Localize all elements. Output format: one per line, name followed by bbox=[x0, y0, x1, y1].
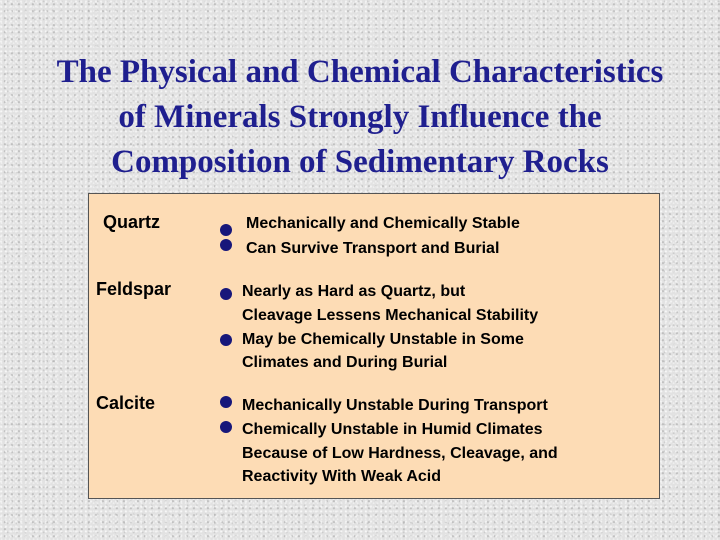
bullet-icon bbox=[220, 396, 232, 408]
calcite-property-line: Mechanically Unstable During Transport bbox=[242, 397, 548, 414]
mineral-name-feldspar: Feldspar bbox=[96, 279, 172, 299]
bullet-icon bbox=[220, 224, 232, 236]
calcite-property-line: Reactivity With Weak Acid bbox=[242, 468, 442, 485]
slide-title bbox=[0, 50, 720, 185]
bullet-icon bbox=[220, 334, 232, 346]
calcite-property-line: Because of Low Hardness, Cleavage, and bbox=[242, 445, 558, 462]
title-line: The Physical and Chemical Characteristics bbox=[56, 54, 664, 90]
feldspar-property-line: Climates and During Burial bbox=[242, 354, 448, 371]
mineral-name-quartz: Quartz bbox=[103, 212, 161, 232]
feldspar-property-line: Nearly as Hard as Quartz, but bbox=[242, 283, 466, 300]
feldspar-property-line: Cleavage Lessens Mechanical Stability bbox=[242, 307, 539, 324]
quartz-property-line: Can Survive Transport and Burial bbox=[246, 240, 500, 257]
bullet-icon bbox=[220, 288, 232, 300]
bullet-icon bbox=[220, 421, 232, 433]
feldspar-property-line: May be Chemically Unstable in Some bbox=[242, 331, 524, 348]
title-line: of Minerals Strongly Influence the bbox=[118, 99, 602, 135]
quartz-property-line: Mechanically and Chemically Stable bbox=[246, 215, 520, 232]
calcite-property-line: Chemically Unstable in Humid Climates bbox=[242, 421, 543, 438]
bullet-icon bbox=[220, 239, 232, 251]
minerals-panel bbox=[88, 193, 660, 499]
title-line: Composition of Sedimentary Rocks bbox=[111, 144, 609, 180]
mineral-name-calcite: Calcite bbox=[96, 393, 156, 413]
